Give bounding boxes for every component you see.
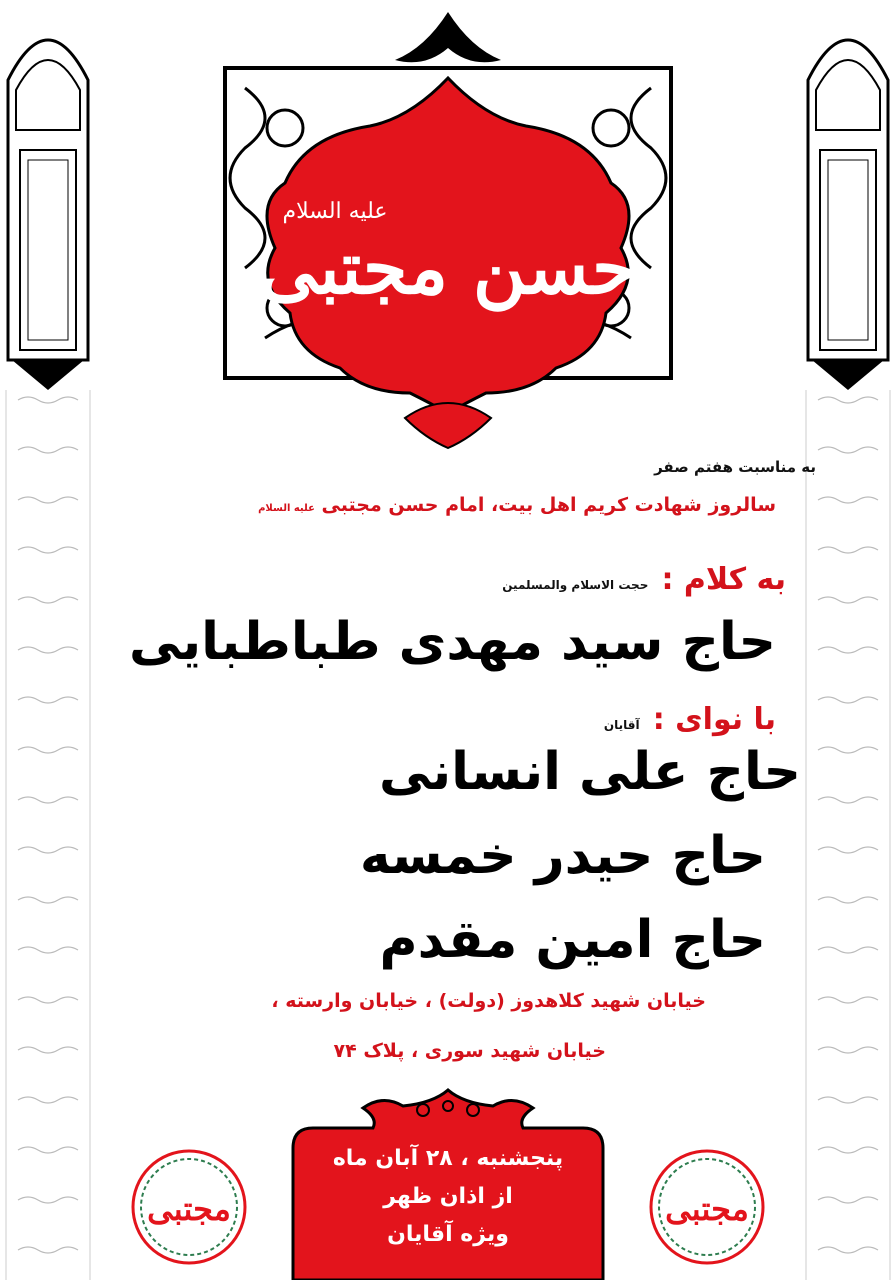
mojtaba-medallion-left (130, 1148, 248, 1266)
voices-heading (604, 702, 776, 737)
imam-hasan-emblem (195, 8, 701, 463)
speaker-heading (502, 562, 786, 597)
voices-prefix: آقایان (603, 718, 640, 732)
event-audience: ویژه آقایان (387, 1222, 509, 1247)
medallion-right-text: مجتبی (665, 1190, 749, 1228)
event-plaque (283, 1088, 613, 1280)
reciter-2: حاج حیدر خمسه (359, 826, 766, 886)
address-line-2: خیابان شهید سوری ، پلاک ۷۴ (333, 1040, 606, 1062)
anniversary-line (258, 494, 776, 516)
right-ornamental-pillar (800, 0, 896, 1280)
occasion-line: به مناسبت هفتم صفر (654, 458, 816, 476)
medallion-left-text: مجتبی (147, 1190, 231, 1228)
voices-label: با نوای : (652, 702, 776, 737)
emblem-calligraphy: حسن مجتبی (259, 225, 637, 310)
address-line-1: خیابان شهید کلاهدوز (دولت) ، خیابان وارسته ، (271, 990, 706, 1012)
anniversary-suffix: علیه السلام (258, 503, 315, 514)
speaker-title: حجت الاسلام والمسلمین (502, 578, 649, 592)
speaker-label: به کلام : (661, 562, 786, 597)
reciter-3: حاج امین مقدم (379, 910, 766, 970)
speaker-name: حاج سید مهدی طباطبایی (128, 612, 776, 672)
event-time: از اذان ظهر (383, 1184, 513, 1209)
reciter-1: حاج علی انسانی (379, 742, 801, 802)
left-ornamental-pillar (0, 0, 96, 1280)
mojtaba-medallion-right (648, 1148, 766, 1266)
emblem-salutation: علیه السلام (282, 199, 388, 224)
event-date: پنجشنبه ، ۲۸ آبان ماه (332, 1146, 564, 1171)
anniversary-main: سالروز شهادت کریم اهل بیت، امام حسن مجتبی (321, 494, 776, 516)
